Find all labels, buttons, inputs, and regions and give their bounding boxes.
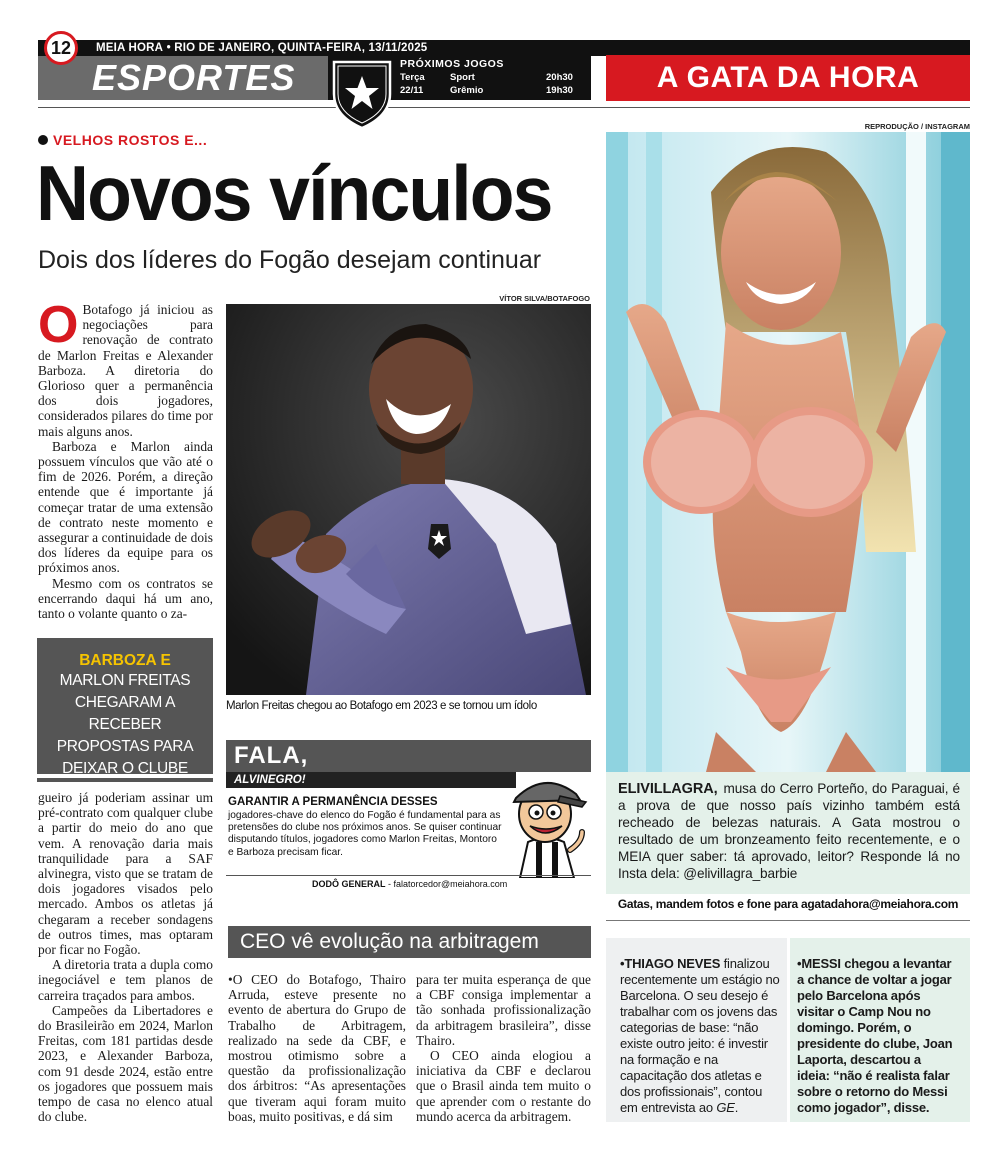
game-opponent: Sport — [450, 72, 475, 83]
botafogo-star-icon — [328, 54, 396, 130]
bullet-icon — [38, 135, 48, 145]
header-rule — [38, 107, 970, 108]
author-name: DODÔ GENERAL — [312, 879, 386, 889]
dateline — [96, 42, 427, 54]
player-photo-illustration — [226, 304, 591, 695]
dateline-text: • RIO DE JANEIRO, QUINTA-FEIRA, 13/11/2025 — [166, 42, 428, 54]
bullet-icon: • — [797, 956, 802, 971]
paragraph: A diretoria trata a dupla como inegociável e tem planos de carreira traçados para ambos. — [38, 957, 213, 1003]
fala-headline: GARANTIR A PERMANÊNCIA DESSES — [228, 796, 438, 808]
bullet-icon: • — [620, 956, 625, 971]
next-games-box — [394, 56, 591, 100]
gatas-call: Gatas, mandem fotos e fone para agatadahora@meiahora.com — [617, 897, 959, 911]
pull-quote-line: PROPOSTAS PARA — [56, 738, 194, 755]
game-time: 20h30 — [546, 72, 573, 83]
fala-author — [312, 879, 507, 889]
game-opponent: Grêmio — [450, 85, 484, 96]
paragraph: gueiro já poderiam assinar um pré-contrato com qualquer clube a partir do meio do ano que vem. A renovação daria mais tranquilidade para a SAF alvinegra, visto que se tratam de dois jogadores visados pelo mercado. Ambos os atletas já chegaram a receber sondagens de outros times, mas optaram por ficar no Fogão. — [38, 790, 213, 958]
paragraph: Mesmo com os contratos se encerrando daqui há um ano, tanto o volante quanto o za- — [38, 575, 213, 622]
fala-text: jogadores-chave do elenco do Fogão é fundamental para as pretensões do clube nos próximos anos. Se quiser continuar disputando títulos, jogadores como Marlon Freitas, Montoro e Barboza precisam ficar. — [228, 810, 502, 858]
paragraph: Barboza e Marlon ainda possuem vínculos que vão até o fim de 2026. Porém, a direção entende que é importante já começar tratar de uma extensão de contrato neste momento e assegurar a continuidade de dois dos líderes da equipe para os próximos anos. — [38, 438, 213, 576]
paragraph: •O CEO do Botafogo, Thairo Arruda, esteve presente no evento de abertura do Grupo de Trabalho de Arbitragem, realizado na sede da CBF, e mostrou otimismo sobre a questão da profissionalização dos árbitros: “As apresentações que tiveram aqui foram muito boas, muito positivas, e dá sim — [228, 972, 406, 1124]
gata-caption — [606, 772, 970, 894]
pull-quote-rule — [37, 778, 213, 782]
photo-caption: Marlon Freitas chegou ao Botafogo em 2023 e se tornou um ídolo — [226, 700, 537, 712]
note-text: finalizou recentemente um estágio no Barcelona. O seu desejo é trabalhar com os jovens das categorias de base: “não existe outro jeito: é investir na formação e na capacitação dos atletas e dos profissionais”, contou em entrevista ao — [620, 956, 780, 1115]
paragraph: para ter muita esperança de que a CBF consiga implementar a tão sonhada profissionalização da arbitragem brasileira”, disse Thairo. — [416, 972, 591, 1048]
fan-mascot-icon — [500, 772, 592, 878]
photo-credit: VÍTOR SILVA/BOTAFOGO — [499, 294, 590, 303]
note-thiago-neves: •THIAGO NEVES finalizou recentemente um estágio no Barcelona. O seu desejo é trabalhar com os jovens das categorias de base: “não existe outro jeito: é investir na formação e na capacitação dos atletas e dos profissionais”, contou em entrevista ao GE. — [620, 956, 780, 1115]
gata-photo — [606, 132, 970, 772]
subheadline: Dois dos líderes do Fogão desejam continuar — [38, 246, 542, 274]
pull-quote-line: CHEGARAM A RECEBER — [74, 694, 176, 733]
pull-quote — [37, 638, 213, 777]
section-title: ESPORTES — [92, 57, 296, 98]
fala-rule — [226, 875, 591, 876]
note-messi — [797, 956, 957, 1116]
ceo-column-2 — [416, 972, 591, 1124]
fala-title: FALA, — [234, 742, 309, 769]
note-name: MESSI — [801, 956, 841, 971]
page-number: 12 — [44, 31, 78, 65]
story-column-1-continued — [38, 790, 213, 1124]
note-text: chegou a levantar a chance de voltar a jogar pelo Barcelona após visitar o Camp Nou no domingo. Porém, o presidente do clube, Joan Laporta, descartou a ideia: “não é realista falar sobre o retorno do Messi como jogador”, disse. — [797, 956, 953, 1115]
kicker — [38, 132, 207, 148]
paragraph: O CEO ainda elogiou a iniciativa da CBF e declarou que o Brasil ainda tem muito o que aprender com o restante do mundo acerca da arbitragem. — [416, 1048, 591, 1124]
headline: Novos vínculos — [36, 149, 552, 237]
gata-photo-illustration — [606, 132, 970, 772]
game-day: 22/11 — [400, 85, 424, 96]
gata-name: ELIVILLAGRA, — [618, 781, 718, 797]
paragraph: Campeões da Libertadores e do Brasileirão em 2024, Marlon Freitas, com 181 partidas desde 2023, e Alexander Barboza, com 91 desde 2024, estão entre os jogadores que possuem mais tempo de casa no elenco atual do clube. — [38, 1002, 213, 1125]
gata-caption-text: musa do Cerro Porteño, do Paraguai, é a prova de que nosso país vizinho também está recheado de belezas naturais. A Gata mostrou o resultado de um bronzeamento feito recentemente, e o MEIA quer saber: tá aprovado, leitor? Responde lá no Insta dela: @elivillagra_barbie — [618, 781, 960, 881]
note-name: THIAGO NEVES — [624, 956, 721, 971]
game-day: Terça — [400, 72, 425, 83]
pull-quote-lead: BARBOZA E — [79, 652, 171, 669]
fala-subtitle: ALVINEGRO! — [226, 772, 516, 788]
paragraph: O Botafogo já iniciou as negociações para renovação de contrato de Marlon Freitas e Alexander Barboza. A diretoria do Glorioso quer a permanência dos dois jogadores, considerados pilares do time por mais alguns anos. — [38, 296, 213, 439]
pull-quote-line: DEIXAR O CLUBE — [62, 760, 188, 777]
gata-section-title: A GATA DA HORA — [606, 55, 970, 101]
player-photo — [226, 304, 591, 695]
ceo-story-title: CEO vê evolução na arbitragem — [228, 926, 591, 958]
game-time: 19h30 — [546, 85, 573, 96]
pull-quote-line: MARLON FREITAS — [59, 672, 191, 689]
notes-divider — [787, 938, 790, 1122]
ceo-column-1 — [228, 972, 406, 1124]
story-column-1 — [38, 296, 213, 622]
author-email: - falatorcedor@meiahora.com — [385, 879, 508, 889]
drop-cap: O — [38, 296, 79, 354]
note-source: GE — [716, 1100, 735, 1115]
photo-credit: REPRODUÇÃO / INSTAGRAM — [864, 122, 970, 131]
kicker-text: VELHOS ROSTOS E... — [53, 132, 208, 148]
next-games-title: PRÓXIMOS JOGOS — [400, 58, 504, 70]
gatas-rule — [606, 920, 970, 921]
brand-name: MEIA HORA — [96, 42, 164, 54]
